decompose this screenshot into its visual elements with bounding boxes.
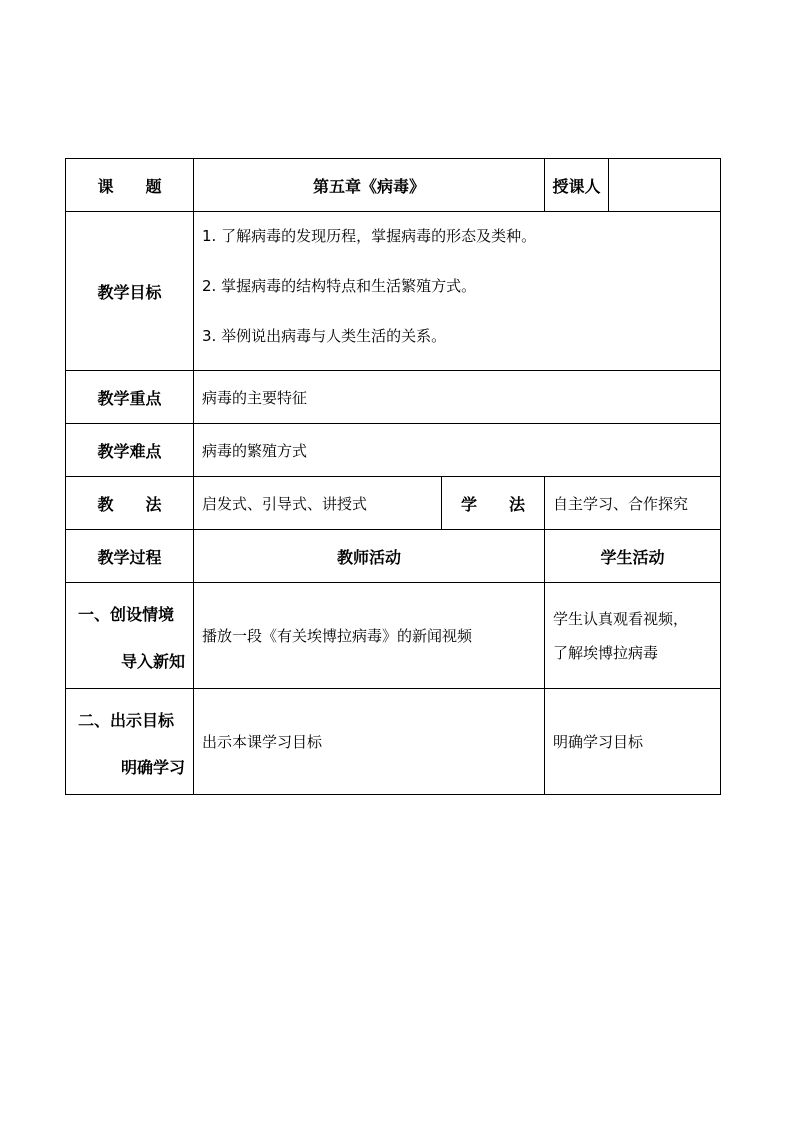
goal-item: 1. 了解病毒的发现历程，掌握病毒的形态及类种。 [202, 227, 537, 245]
methods-row [66, 477, 721, 530]
goal-item: 3. 举例说出病毒与人类生活的关系。 [202, 327, 447, 345]
goals-list [194, 212, 721, 371]
step-student-activity [545, 689, 721, 795]
step-label-line2: 导入新知 [120, 651, 185, 671]
step-student-line1: 学生认真观看视频， [553, 609, 689, 628]
step-label [66, 583, 194, 689]
step-student-activity [545, 583, 721, 689]
difficulty-value: 病毒的繁殖方式 [194, 424, 721, 477]
goals-row [66, 212, 721, 371]
key-point-row [66, 371, 721, 424]
step-label-line1: 二、出示目标 [78, 710, 175, 730]
step-teacher-activity: 播放一段《有关埃博拉病毒》的新闻视频 [194, 583, 545, 689]
step-label [66, 689, 194, 795]
step-teacher-activity: 出示本课学习目标 [194, 689, 545, 795]
teacher-activity-header: 教师活动 [194, 530, 545, 583]
step-student-line2: 了解埃博拉病毒 [553, 643, 659, 662]
difficulty-row [66, 424, 721, 477]
learn-method-value: 自主学习、合作探究 [545, 477, 721, 530]
teach-method-label: 教 法 [66, 477, 194, 530]
topic-row [66, 159, 721, 212]
step-student-line1: 明确学习目标 [553, 732, 644, 751]
teach-method-value: 启发式、引导式、讲授式 [194, 477, 442, 530]
step-label-line1: 一、创设情境 [78, 604, 175, 624]
topic-label: 课 题 [66, 159, 194, 212]
process-header: 教学过程 [66, 530, 194, 583]
difficulty-label: 教学难点 [66, 424, 194, 477]
goals-label: 教学目标 [66, 212, 194, 371]
goal-item: 2. 掌握病毒的结构特点和生活繁殖方式。 [202, 277, 477, 295]
student-activity-header: 学生活动 [545, 530, 721, 583]
process-header-row [66, 530, 721, 583]
key-point-value: 病毒的主要特征 [194, 371, 721, 424]
teacher-label: 授课人 [545, 159, 609, 212]
key-point-label: 教学重点 [66, 371, 194, 424]
topic-value: 第五章《病毒》 [194, 159, 545, 212]
lesson-plan-table [65, 158, 721, 795]
step-row [66, 689, 721, 795]
step-label-line2: 明确学习 [120, 757, 185, 777]
teacher-value [609, 159, 721, 212]
step-row [66, 583, 721, 689]
learn-method-label: 学 法 [442, 477, 545, 530]
